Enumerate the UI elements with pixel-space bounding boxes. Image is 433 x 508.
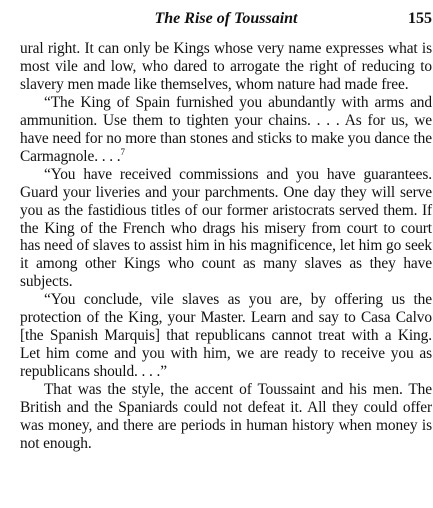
footnote-marker: 7 [120,146,125,157]
page-number: 155 [408,10,432,27]
paragraph-4-text: “You conclude, vile slaves as you are, by offering us the protection of the King, your Master. Learn and say to Casa Calvo [the Spanish Marquis] that republicans cannot treat with a King. Let him come and you with him, we are ready to receive you as republicans should. . . .” [20,291,432,381]
paragraph-3-text: “You have received commissions and you have guarantees. Guard your liveries and your parchments. One day they will serve you as the fastidious titles of our former aristocrats served them. If the King of the French who drags his misery from court to court has need of slaves to assist him in his magnificence, let him go seek it among other Kings who count as many slaves as they have subjects. [20,165,432,291]
paragraph-4 [20,291,432,381]
running-head [20,9,432,31]
paragraph-5-text: That was the style, the accent of Toussaint and his men. The British and the Spaniards could not defeat it. All they could offer was money, and there are periods in human history when money is not enough. [20,381,432,452]
running-title: The Rise of Toussaint [154,10,298,27]
body-text [20,40,432,453]
paragraph-3 [20,166,432,292]
paragraph-1-text: ural right. It can only be Kings whose very name expresses what is most vile and low, who dared to arrogate the right of reducing to slavery men made like themselves, whom nature had made free. [20,40,432,93]
paragraph-2 [20,94,432,166]
paragraph-5 [20,381,432,453]
paragraph-2-text: “The King of Spain furnished you abundantly with arms and ammunition. Use them to tighten your chains. . . . As for us, we have need for no more than stones and sticks to make you dance the Carmagnole. . . . [20,93,432,165]
paragraph-1 [20,40,432,94]
